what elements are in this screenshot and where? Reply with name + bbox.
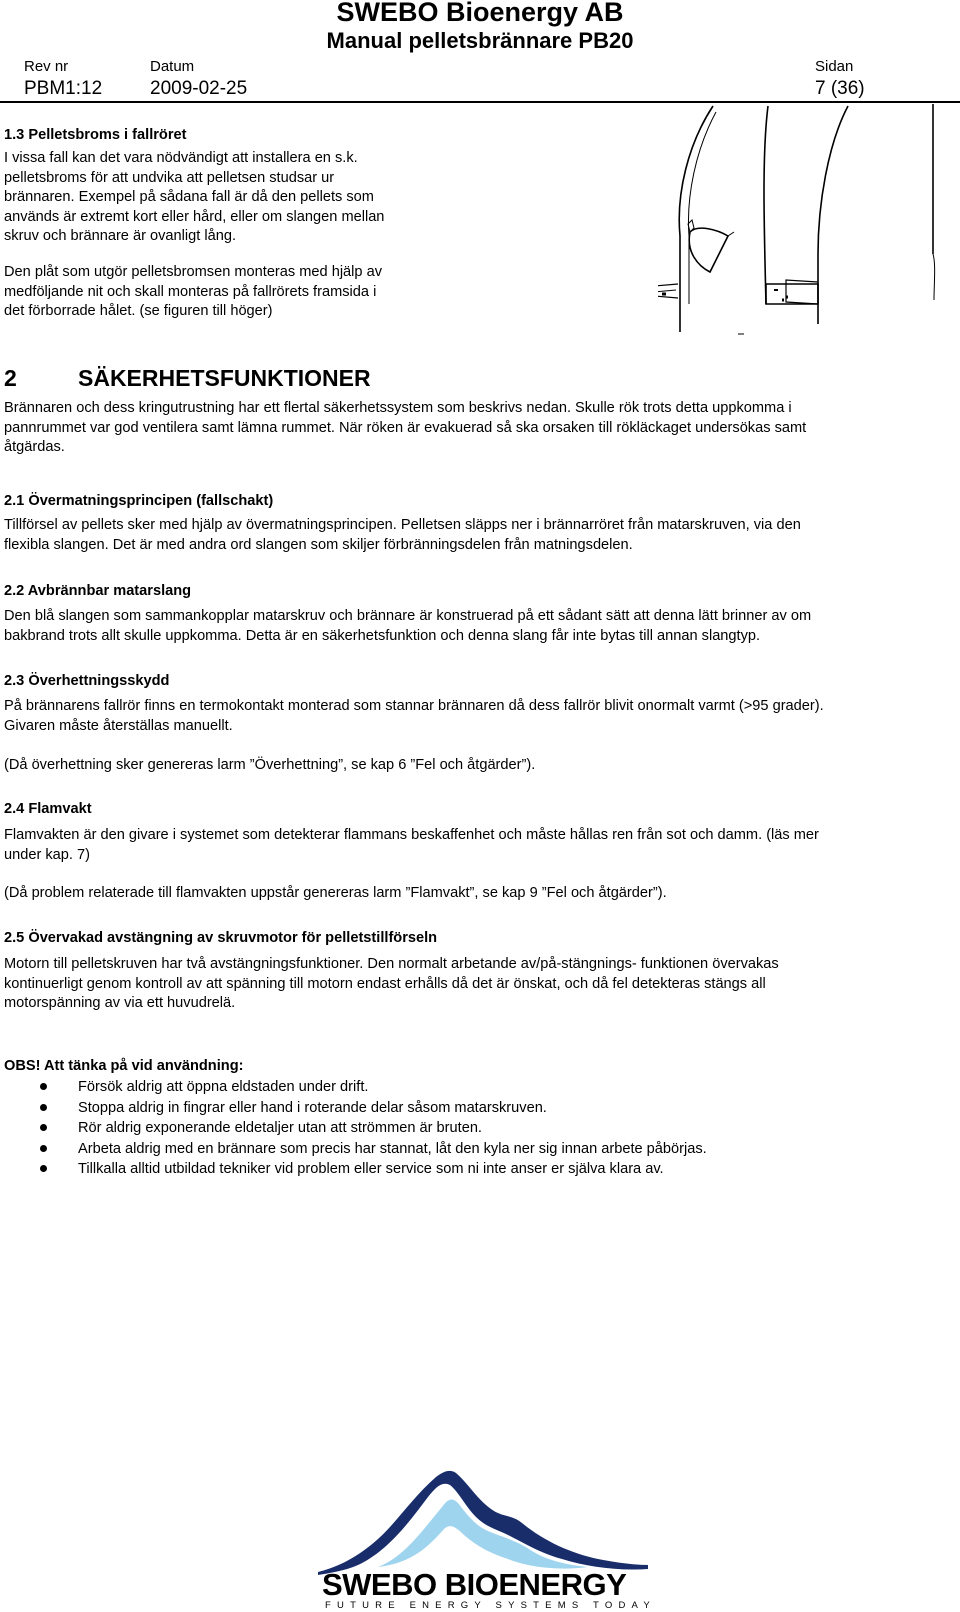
bullet-icon <box>40 1104 47 1111</box>
text-line: medföljande nit och skall monteras på fallrörets framsida i <box>4 283 377 300</box>
bullet-icon <box>40 1165 47 1172</box>
paragraph-2-2 <box>4 607 944 646</box>
text-line: under kap. 7) <box>4 846 90 863</box>
heading-2-1: 2.1 Övermatningsprincipen (fallschakt) <box>4 493 274 509</box>
page-label: Sidan <box>815 58 854 75</box>
text-line: På brännarens fallrör finns en termokontakt monterad som stannar brännaren då dess fallrör blivit onormalt varmt (>95 grader). <box>4 698 824 714</box>
paragraph-2-3 <box>4 697 954 736</box>
text-line: Den blå slangen som sammankopplar matarskruv och brännare är konstruerad på ett sådant sätt att denna lätt brinner av om <box>4 608 812 624</box>
obs-list <box>4 1077 904 1180</box>
pellet-brake-figure <box>658 104 960 344</box>
note-2-4: (Då problem relaterade till flamvakten uppstår genereras larm ”Flamvakt”, se kap 9 ”Fel och åtgärder”). <box>4 885 667 901</box>
logo-wordmark: SWEBO BIOENERGY <box>322 1567 627 1602</box>
heading-2-5: 2.5 Övervakad avstängning av skruvmotor för pelletstillförseln <box>4 930 438 946</box>
obs-heading: OBS! Att tänka på vid användning: <box>4 1058 244 1074</box>
note-2-3: (Då överhettning sker genereras larm ”Överhettning”, se kap 6 ”Fel och åtgärder”). <box>4 757 536 773</box>
text-line: Den plåt som utgör pelletsbromsen monteras med hjälp av <box>4 264 383 280</box>
text-line: Tillförsel av pellets sker med hjälp av övermatningsprincipen. Pelletsen släpps ner i brännarröret från matarskruven, via den <box>4 517 801 533</box>
list-item <box>4 1118 904 1139</box>
heading-2-3: 2.3 Överhettningsskydd <box>4 673 170 689</box>
list-item <box>4 1098 904 1119</box>
text-line: skruv och brännare är ovanligt lång. <box>4 228 237 244</box>
rev-label: Rev nr <box>24 58 69 75</box>
list-item-text: Stoppa aldrig in fingrar eller hand i roterande delar såsom matarskruven. <box>78 1099 547 1116</box>
heading-2-2: 2.2 Avbrännbar matarslang <box>4 583 192 599</box>
rev-value: PBM1:12 <box>24 78 103 99</box>
header-divider <box>0 101 960 103</box>
list-item-text: Rör aldrig exponerande eldetaljer utan att strömmen är bruten. <box>78 1120 482 1136</box>
text-line: Motorn till pelletskruven har två avstängningsfunktioner. Den normalt arbetande av/på-stängnings- funktionen övervakas <box>4 956 779 972</box>
text-line: Givaren måste återställas manuellt. <box>4 717 233 734</box>
paragraph-1-3-b <box>4 263 644 322</box>
paragraph-2-1 <box>4 516 944 555</box>
text-line: Flamvakten är den givare i systemet som detekterar flammans beskaffenhet och måste hållas ren från sot och damm. (läs mer <box>4 827 819 843</box>
text-line: Brännaren och dess kringutrustning har ett flertal säkerhetssystem som beskrivs nedan. Skulle rök trots detta uppkomma i <box>4 400 792 416</box>
text-line: pelletsbroms för att undvika att pelletsen studsar ur <box>4 169 335 186</box>
page-value: 7 (36) <box>815 78 865 99</box>
text-line: används är extremt kort eller hård, eller om slangen mellan <box>4 208 385 225</box>
logo-tagline: FUTURE ENERGY SYSTEMS TODAY <box>325 1600 656 1611</box>
text-line: det förborrade hålet. (se figuren till höger) <box>4 303 273 319</box>
date-label: Datum <box>150 58 195 75</box>
text-line: motorspänning av via ett huvudrelä. <box>4 995 236 1011</box>
text-line: åtgärdas. <box>4 439 65 455</box>
section-title: SÄKERHETSFUNKTIONER <box>78 365 371 391</box>
bullet-icon <box>40 1083 47 1090</box>
list-item <box>4 1139 904 1160</box>
list-item-text: Tillkalla alltid utbildad tekniker vid problem eller service som ni inte anser er själva klara av. <box>78 1161 664 1177</box>
paragraph-2-4 <box>4 826 954 865</box>
list-item-text: Arbeta aldrig med en brännare som precis har stannat, låt den kyla ner sig innan arbete påbörjas. <box>78 1140 707 1157</box>
list-item <box>4 1159 904 1180</box>
text-line: flexibla slangen. Det är med andra ord slangen som skiljer förbränningsdelen från matningsdelen. <box>4 536 633 553</box>
heading-1-3: 1.3 Pelletsbroms i fallröret <box>4 127 187 143</box>
paragraph-2-5 <box>4 955 944 1014</box>
date-value: 2009-02-25 <box>150 78 248 99</box>
heading-2-4: 2.4 Flamvakt <box>4 801 92 817</box>
list-item-text: Försök aldrig att öppna eldstaden under drift. <box>78 1079 369 1095</box>
text-line: pannrummet var god ventilera samt lämna rummet. När röken är evakuerad så ska orsaken till rökläckaget undersökas samt <box>4 419 807 436</box>
text-line: brännaren. Exempel på sådana fall är då den pellets som <box>4 189 374 205</box>
section-2-heading <box>4 364 371 392</box>
section-number: 2 <box>4 365 17 391</box>
text-line: I vissa fall kan det vara nödvändigt att installera en s.k. <box>4 150 358 166</box>
bullet-icon <box>40 1124 47 1131</box>
company-name: SWEBO Bioenergy AB <box>336 0 624 27</box>
bullet-icon <box>40 1145 47 1152</box>
text-line: kontinuerligt genom kontroll av att spänning till motorn endast erhålls då det är önskat, och då fel detekteras stängs all <box>4 975 766 992</box>
section-2-intro <box>4 399 944 458</box>
manual-title: Manual pelletsbrännare PB20 <box>326 28 634 53</box>
paragraph-1-3-a <box>4 149 644 247</box>
list-item <box>4 1077 904 1098</box>
text-line: bakbrand trots allt skulle uppkomma. Detta är en säkerhetsfunktion och denna slang får inte bytas till annan slangtyp. <box>4 627 761 644</box>
